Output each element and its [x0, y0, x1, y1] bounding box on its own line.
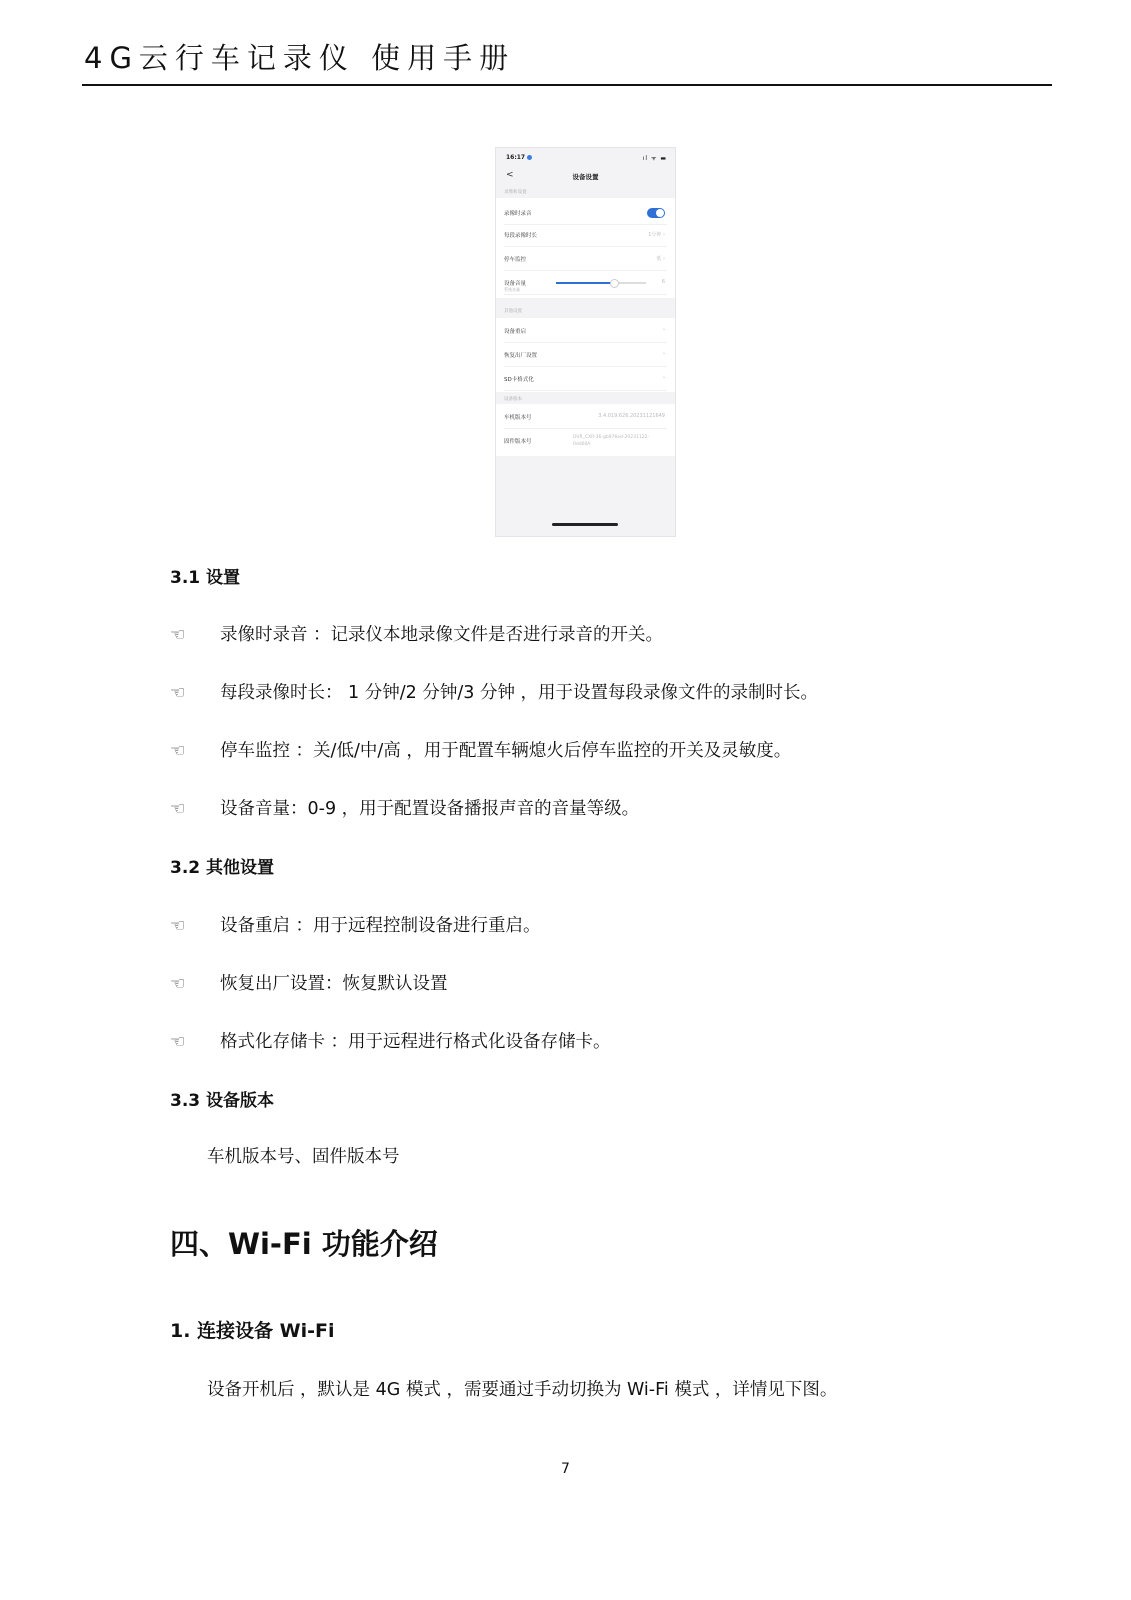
- row-reboot: 设备重启 ›: [504, 320, 667, 343]
- row-segment-length: 每段录像时长 1分钟 ›: [504, 224, 667, 247]
- settings-screenshot: [495, 147, 676, 537]
- sub-heading-connect-wifi: 1. 连接设备 Wi-Fi: [170, 1320, 335, 1342]
- list-item: ☜ 设备重启 ：用于远程控制设备进行重启。: [170, 916, 541, 936]
- hand-pointing-icon: ☜: [170, 625, 186, 645]
- list-item: ☜ 设备音量：0-9 ，用于配置设备播报声音的音量等级。: [170, 799, 640, 819]
- volume-slider-knob: [610, 279, 619, 288]
- section-label-version: 设备版本: [504, 397, 522, 402]
- row-car-version: 车机版本号 3.4.019.626.20231121649: [504, 406, 667, 429]
- home-indicator: [552, 523, 618, 526]
- location-icon: [527, 155, 532, 160]
- row-record-audio: 录像时录音: [504, 202, 667, 225]
- screen-title: 设备设置: [572, 173, 599, 181]
- recording-settings-group: [496, 198, 675, 298]
- hand-pointing-icon: ☜: [170, 974, 186, 994]
- document-header-title: 4G云行车记录仪 使用手册: [84, 41, 516, 75]
- row-factory-reset: 恢复出厂设置 ›: [504, 344, 667, 367]
- hand-pointing-icon: ☜: [170, 799, 186, 819]
- row-sd-format: SD卡格式化 ›: [504, 368, 667, 391]
- wifi-instructions: 设备开机后 ，默认是 4G 模式 ，需要通过手动切换为 Wi-Fi 模式 ，详情见下图。: [207, 1380, 838, 1400]
- hand-pointing-icon: ☜: [170, 683, 186, 703]
- list-item: ☜ 格式化存储卡 ：用于远程进行格式化设备存储卡。: [170, 1032, 611, 1052]
- section-label-recording: 录像和设置: [504, 190, 527, 195]
- hand-pointing-icon: ☜: [170, 741, 186, 761]
- hand-pointing-icon: ☜: [170, 1032, 186, 1052]
- version-text: 车机版本号、固件版本号: [207, 1147, 400, 1167]
- page-number: 7: [561, 1461, 570, 1477]
- section-heading-3-1: 3.1 设置: [170, 568, 241, 588]
- header-divider: [82, 84, 1052, 86]
- back-icon: <: [506, 170, 514, 180]
- hand-pointing-icon: ☜: [170, 916, 186, 936]
- row-parking-monitor: 停车监控 低 ›: [504, 248, 667, 271]
- list-item: ☜ 停车监控 ：关/低/中/高 ，用于配置车辆熄火后停车监控的开关及灵敏度。: [170, 741, 792, 761]
- toggle-switch: [647, 208, 665, 218]
- version-group: [496, 404, 675, 456]
- list-item: ☜ 录像时录音 ：记录仪本地录像文件是否进行录音的开关。: [170, 625, 664, 645]
- row-firmware-version: 固件版本号 DVR_CXR-36-gb976ed-20231122-0dd60A: [504, 435, 650, 447]
- chapter-title: 四、Wi-Fi 功能介绍: [170, 1227, 438, 1261]
- list-item: ☜ 每段录像时长： 1 分钟/2 分钟/3 分钟 ，用于设置每段录像文件的录制时长。: [170, 683, 819, 703]
- section-heading-3-3: 3.3 设备版本: [170, 1091, 275, 1111]
- section-heading-3-2: 3.2 其他设置: [170, 858, 275, 878]
- volume-slider-fill: [556, 282, 615, 284]
- other-settings-group: [496, 318, 675, 392]
- list-item: ☜ 恢复出厂设置：恢复默认设置: [170, 974, 448, 994]
- signal-battery-icon: ıl ᯤ ▬: [642, 155, 667, 162]
- volume-slider: [556, 282, 646, 284]
- row-volume: 设备音量 系统音量 6: [504, 272, 667, 295]
- status-bar-time: 16:17: [506, 154, 532, 161]
- section-label-other: 其他设置: [504, 309, 522, 314]
